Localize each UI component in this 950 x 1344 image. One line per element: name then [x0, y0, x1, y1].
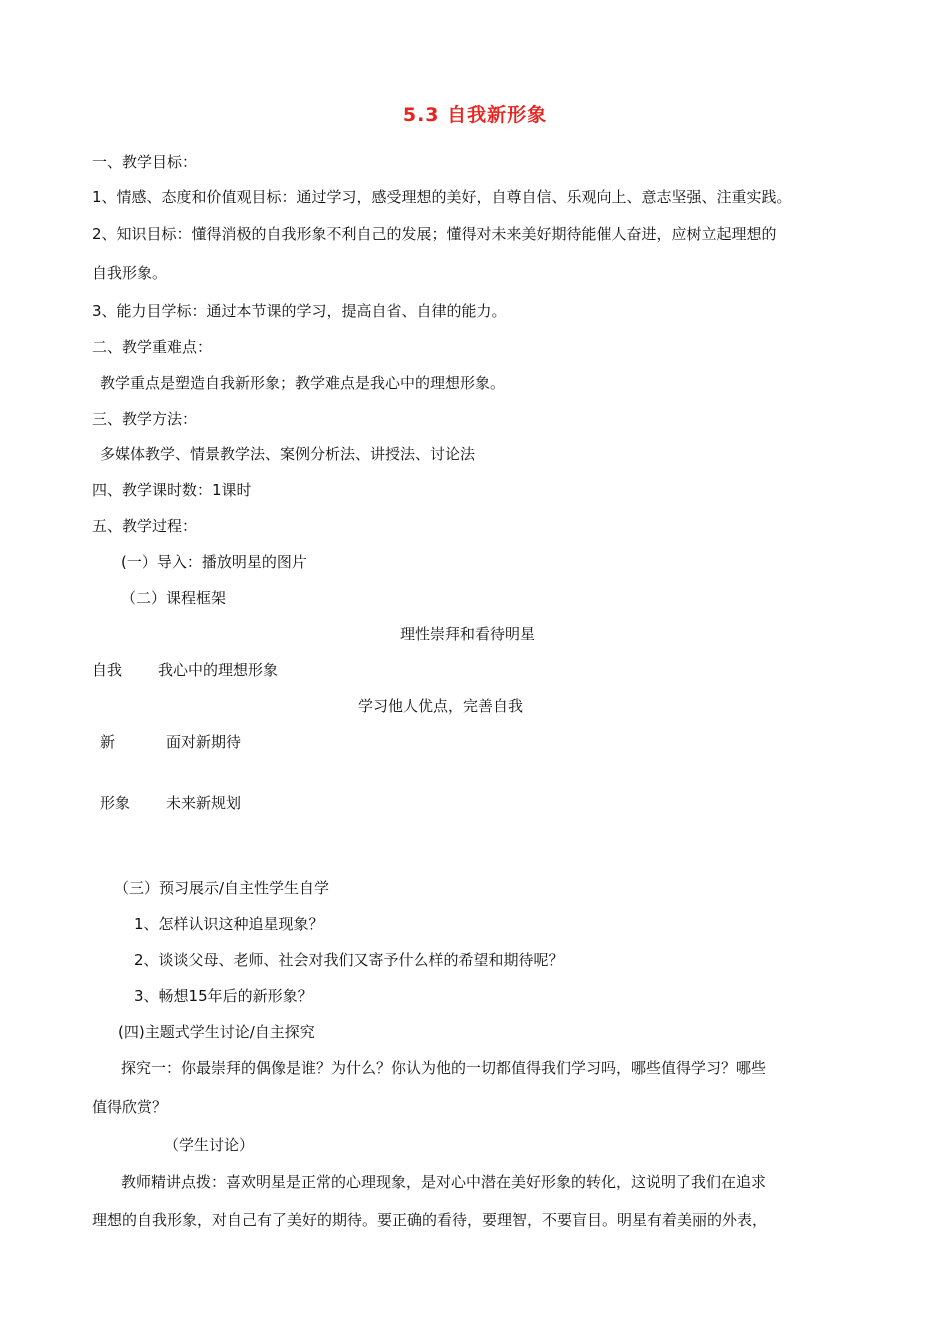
question-1: 1、怎样认识这种追星现象？ [134, 915, 324, 933]
objective-1: 1、情感、态度和价值观目标：通过学习，感受理想的美好，自尊自信、乐观向上、意志坚强、注重实践。 [92, 188, 792, 206]
framework-branch-3: 未来新规划 [166, 794, 242, 812]
section-1-heading: 一、教学目标： [92, 153, 198, 171]
step-2: （二）课程框架 [121, 589, 227, 607]
section-2-heading: 二、教学重难点： [92, 338, 213, 356]
question-3: 3、畅想15年后的新形象？ [134, 987, 313, 1005]
teacher-guidance-line-2: 理想的自我形象，对自己有了美好的期待。要正确的看待，要理智，不要盲目。明星有着美丽的外表， [92, 1211, 768, 1229]
objective-2-line-2: 自我形象。 [92, 264, 168, 282]
step-1: (一）导入：播放明星的图片 [121, 553, 307, 571]
objective-2-line-1: 2、知识目标：懂得消极的自我形象不利自己的发展；懂得对未来美好期待能催人奋进，应树立起理想的 [92, 225, 777, 243]
student-discussion: （学生讨论） [164, 1136, 255, 1154]
teacher-guidance-line-1: 教师精讲点拨：喜欢明星是正常的心理现象，是对心中潜在美好形象的转化，这说明了我们在追求 [121, 1173, 767, 1191]
explore-1-line-1: 探究一：你最崇拜的偶像是谁？为什么？你认为他的一切都值得我们学习吗，哪些值得学习？哪些 [121, 1059, 767, 1077]
question-2: 2、谈谈父母、老师、社会对我们又寄予什么样的希望和期待呢？ [134, 951, 564, 969]
section-4-heading: 四、教学课时数：1课时 [92, 481, 252, 499]
section-5-heading: 五、教学过程： [92, 517, 198, 535]
explore-1-line-2: 值得欣赏？ [92, 1098, 168, 1116]
framework-left-1: 自我 [92, 661, 123, 679]
objective-3: 3、能力目学标：通过本节课的学习，提高自省、自律的能力。 [92, 302, 507, 320]
page-title: 5.3 自我新形象 [402, 104, 548, 126]
framework-sub-1: 理性崇拜和看待明星 [400, 625, 536, 643]
framework-left-3: 形象 [100, 794, 131, 812]
framework-branch-1: 我心中的理想形象 [158, 661, 279, 679]
step-4-heading: (四)主题式学生讨论/自主探究 [118, 1023, 315, 1041]
framework-branch-2: 面对新期待 [166, 733, 242, 751]
step-3-heading: （三）预习展示/自主性学生自学 [114, 879, 330, 897]
framework-sub-2: 学习他人优点，完善自我 [358, 697, 524, 715]
section-3-heading: 三、教学方法： [92, 410, 198, 428]
teaching-methods: 多媒体教学、情景教学法、案例分析法、讲授法、讨论法 [100, 445, 476, 463]
key-points: 教学重点是塑造自我新形象；教学难点是我心中的理想形象。 [100, 374, 506, 392]
framework-left-2: 新 [100, 733, 116, 751]
